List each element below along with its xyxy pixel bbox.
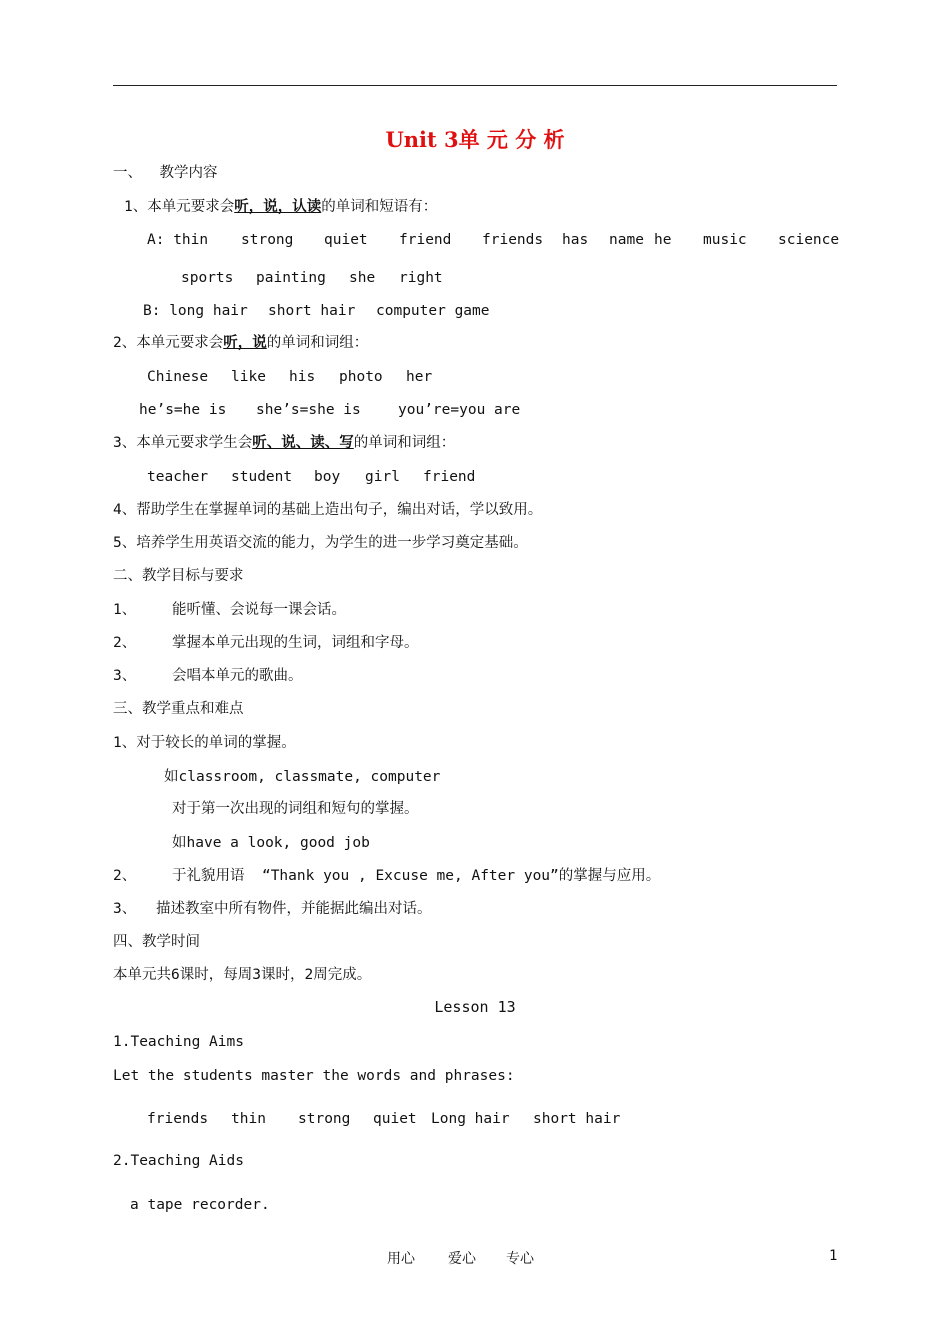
word: quiet xyxy=(324,232,368,248)
footer-text: 用心 xyxy=(387,1251,415,1267)
section-1-item-1 xyxy=(124,197,437,217)
word: like xyxy=(231,369,266,385)
teaching-aids-text: a tape recorder. xyxy=(130,1197,270,1213)
word: Long hair xyxy=(431,1111,510,1127)
contraction: she’s=she is xyxy=(256,402,361,418)
word: has xyxy=(562,232,589,248)
item-2-pre: 2、本单元要求会 xyxy=(113,335,224,351)
section-1-item-4: 4、帮助学生在掌握单词的基础上造出句子，编出对话，学以致用。 xyxy=(113,502,543,518)
page-number: 1 xyxy=(829,1248,838,1264)
section-1-item-5: 5、培养学生用英语交流的能力，为学生的进一步学习奠定基础。 xyxy=(113,535,528,551)
phrase: computer game xyxy=(376,303,490,319)
word: friends xyxy=(147,1111,209,1127)
footer-text: 专心 xyxy=(506,1251,534,1267)
item-2-post: 的单词和词组： xyxy=(266,335,369,351)
item-number: 3、 xyxy=(113,901,137,917)
section-3-item-1: 1、对于较长的单词的掌握。 xyxy=(113,735,296,751)
word: he xyxy=(654,232,672,248)
teaching-aims-heading: 1.Teaching Aims xyxy=(113,1034,244,1050)
word: quiet xyxy=(373,1111,417,1127)
word: boy xyxy=(314,469,341,485)
word: teacher xyxy=(147,469,209,485)
word: his xyxy=(289,369,316,385)
word: girl xyxy=(365,469,400,485)
word: right xyxy=(399,270,443,286)
item-1-post: 的单词和短语有： xyxy=(321,199,438,215)
word: thin xyxy=(231,1111,266,1127)
word: her xyxy=(406,369,433,385)
word: music xyxy=(703,232,747,248)
word: name xyxy=(609,232,644,248)
section-1-item-3 xyxy=(113,433,455,453)
page-title: Unit 3单 元 分 析 xyxy=(385,127,565,152)
goal-text: 会唱本单元的歌曲。 xyxy=(172,668,303,684)
goal-text: 掌握本单元出现的生词，词组和字母。 xyxy=(172,635,419,651)
item-number: 2、 xyxy=(113,868,137,884)
phrase: B: long hair xyxy=(143,303,248,319)
goal-number: 1、 xyxy=(113,602,137,618)
item-1-emphasis: 听，说，认读 xyxy=(234,199,322,215)
item-3-emphasis: 听、说、读、写 xyxy=(252,435,354,451)
word: friends xyxy=(482,232,544,248)
section-3-note: 对于第一次出现的词组和短句的掌握。 xyxy=(172,801,419,817)
section-4-text: 本单元共6课时，每周3课时，2周完成。 xyxy=(113,967,372,983)
section-4-heading: 四、教学时间 xyxy=(113,934,200,950)
footer-text: 爱心 xyxy=(448,1251,476,1267)
item-3-pre: 3、本单元要求学生会 xyxy=(113,435,253,451)
word: strong xyxy=(298,1111,351,1127)
phrase: short hair xyxy=(268,303,356,319)
word: sports xyxy=(181,270,234,286)
item-3-post: 的单词和词组： xyxy=(353,435,456,451)
section-3-heading: 三、教学重点和难点 xyxy=(113,701,244,717)
goal-text: 能听懂、会说每一课会话。 xyxy=(172,602,346,618)
contraction: he’s=he is xyxy=(139,402,227,418)
word: friend xyxy=(399,232,452,248)
lesson-title: Lesson 13 xyxy=(434,998,516,1016)
example-2: 如have a look, good job xyxy=(172,835,370,851)
word: student xyxy=(231,469,293,485)
word: painting xyxy=(256,270,326,286)
goal-number: 3、 xyxy=(113,668,137,684)
item-1-pre: 1、本单元要求会 xyxy=(124,199,235,215)
word: science xyxy=(778,232,840,248)
word: strong xyxy=(241,232,294,248)
teaching-aids-heading: 2.Teaching Aids xyxy=(113,1153,244,1169)
header-rule xyxy=(113,85,837,86)
example-1: 如classroom, classmate, computer xyxy=(164,769,441,785)
word: friend xyxy=(423,469,476,485)
word: photo xyxy=(339,369,383,385)
item-text: 描述教室中所有物件，并能据此编出对话。 xyxy=(156,901,432,917)
item-2-emphasis: 听，说 xyxy=(223,335,267,351)
word: short hair xyxy=(533,1111,621,1127)
section-2-heading: 二、教学目标与要求 xyxy=(113,568,244,584)
section-1-item-2 xyxy=(113,333,368,353)
goal-number: 2、 xyxy=(113,635,137,651)
section-1-heading: 一、 教学内容 xyxy=(113,165,218,181)
item-text: 于礼貌用语 “Thank you , Excuse me, After you”的掌握与应用。 xyxy=(172,868,661,884)
word: Chinese xyxy=(147,369,209,385)
teaching-aims-text: Let the students master the words and phrases: xyxy=(113,1068,515,1084)
word: she xyxy=(349,270,376,286)
contraction: you’re=you are xyxy=(398,402,521,418)
word: A: thin xyxy=(147,232,209,248)
